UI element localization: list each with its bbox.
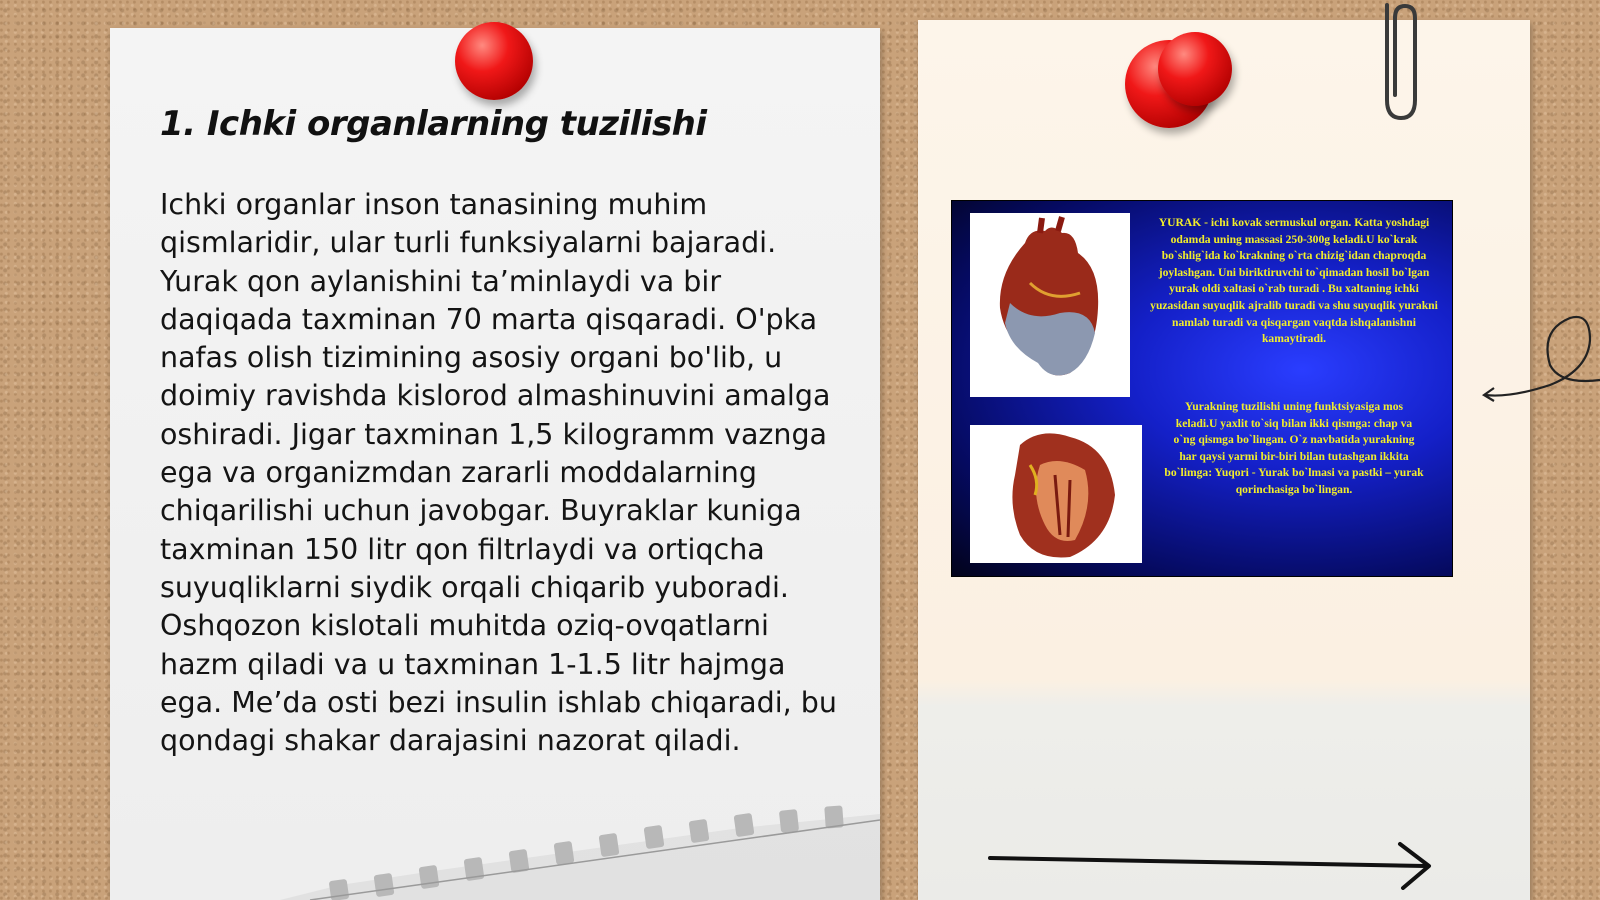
curly-arrow-icon xyxy=(1480,310,1600,405)
torn-paper-edge xyxy=(110,790,880,900)
slide-text-top: YURAK - ichi kovak sermuskul organ. Katta yoshdagi odamda uning massasi 250-300g keladi.U ko`krak bo`shlig`ida ko`krakning o`rta chizig`idan chaproqda joylashgan. Uni biriktiruvchi to`qimadan hosil bo`lgan yurak oldi xaltasi o`rab turadi . Bu xaltaning ichki yuzasidan suyuqlik ajralib turadi va shu suyuqlik yurakni namlab turadi va qisqargan vaqtda ishqalanishni kamaytiradi. xyxy=(1150,216,1438,346)
page-title: 1. Ichki organlarning tuzilishi xyxy=(160,104,707,144)
body-paragraph: Ichki organlar inson tanasining muhim qismlaridir, ular turli funksiyalarni bajaradi. Yurak qon aylanishini ta’minlaydi va bir daqiqada taxminan 70 marta qisqaradi. O'pka nafas olish tizimining asosiy organi bo'lib, u doimiy ravishda kislorod almashinuvini amalga oshiradi. Jigar taxminan 1,5 kilogramm vaznga ega va organizmdan zararli moddalarning chiqarilishi uchun javobgar. Buyraklar kuniga taxminan 150 litr qon filtrlaydi va ortiqcha suyuqliklarni siydik orqali chiqarib yuboradi. Oshqozon kislotali muhitda oziq-ovqatlarni hazm qiladi va u taxminan 1-1.5 litr hajmga ega. Me’da osti bezi insulin ishlab chiqaradi, bu qondagi shakar darajasini nazorat qiladi. xyxy=(160,188,837,758)
push-pin-icon xyxy=(455,22,533,100)
heart-slide-image xyxy=(951,200,1453,577)
push-pin-icon xyxy=(1158,32,1232,106)
heart-interior-image xyxy=(970,425,1142,563)
heart-exterior-image xyxy=(970,213,1130,397)
paperclip-icon xyxy=(1375,0,1425,125)
right-arrow-icon xyxy=(985,840,1445,890)
slide-text-bottom: Yurakning tuzilishi uning funktsiyasiga mos keladi.U yaxlit to`siq bilan ikki qismga: chap va o`ng qismga bo`lingan. O`z navbatida yurakning har qaysi yarmi bir-biri bilan tutashgan ikkita bo`limga: Yuqori - Yurak bo`lmasi va pastki – yurak qorinchasiga bo`lingan. xyxy=(1164,400,1424,496)
